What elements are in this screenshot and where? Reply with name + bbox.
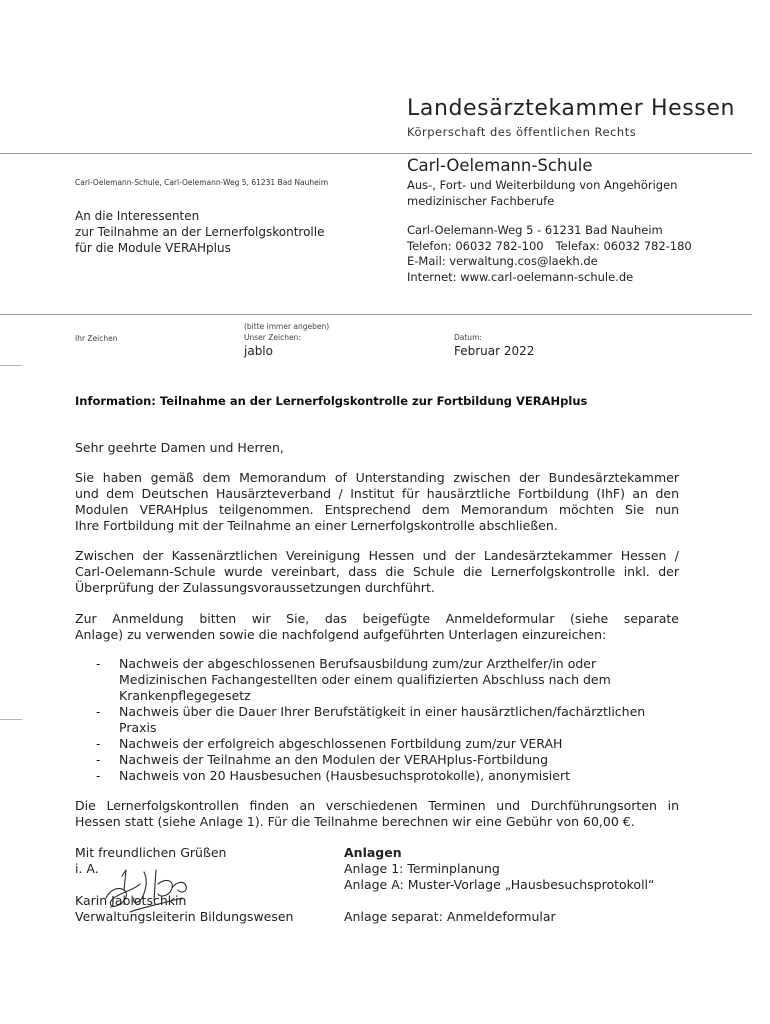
requirements-list: [92, 656, 682, 784]
closing-ia: i. A.: [75, 861, 99, 876]
enclosures-heading: Anlagen: [344, 845, 402, 860]
list-dash: -: [96, 736, 101, 751]
reference-note: (bitte immer angeben): [244, 322, 330, 331]
school-email: E-Mail: verwaltung.cos@laekh.de: [407, 254, 598, 268]
letter-subject: Information: Teilnahme an der Lernerfolgskontrolle zur Fortbildung VERAHplus: [75, 394, 588, 408]
reference-divider: [0, 314, 752, 315]
sender-line: Carl-Oelemann-Schule, Carl-Oelemann-Weg 5, 61231 Bad Nauheim: [75, 178, 329, 187]
signer-title: Verwaltungsleiterin Bildungswesen: [75, 909, 294, 924]
school-name: Carl-Oelemann-Schule: [407, 156, 593, 175]
paragraph-line: Modulen VERAHplus teilgenommen. Entsprechend dem Memorandum möchten Sie nun: [75, 502, 679, 517]
salutation: [75, 440, 679, 456]
list-dash: -: [96, 656, 101, 671]
recipient-line: An die Interessenten: [75, 209, 200, 223]
paragraph-line: Sie haben gemäß dem Memorandum of Unterstanding zwischen der Bundesärztekammer: [75, 470, 679, 485]
paragraph-line: Zwischen der Kassenärztlichen Vereinigung Hessen und der Landesärztekammer Hessen /: [75, 548, 679, 563]
school-desc-line: Aus-, Fort- und Weiterbildung von Angehörigen: [407, 178, 678, 192]
list-item-line: Nachweis der erfolgreich abgeschlossenen Fortbildung zum/zur VERAH: [119, 736, 563, 751]
list-item: [92, 656, 682, 704]
list-dash: -: [96, 704, 101, 719]
paragraph-4: [75, 798, 679, 830]
enclosure-item: Anlage A: Muster-Vorlage „Hausbesuchsprotokoll“: [344, 877, 655, 892]
paragraph-line: Die Lernerfolgskontrollen finden an verschiedenen Terminen und Durchführungsorten in: [75, 798, 679, 813]
header-divider: [0, 153, 752, 154]
list-item: [92, 768, 682, 784]
paragraph-line: Überprüfung der Zulassungsvoraussetzungen durchführt.: [75, 580, 435, 595]
handwritten-signature: [100, 860, 210, 918]
list-item-line: Medizinischen Fachangestellten oder einem qualifizierten Abschluss nach dem: [119, 672, 611, 687]
list-dash: -: [96, 768, 101, 783]
list-item: [92, 736, 682, 752]
fold-mark: [0, 365, 22, 366]
recipient-line: für die Module VERAHplus: [75, 241, 231, 255]
paragraph-line: Ihre Fortbildung mit der Teilnahme an einer Lernerfolgskontrolle abschließen.: [75, 518, 558, 533]
school-fax: Telefax: 06032 782-180: [555, 238, 692, 253]
list-dash: -: [96, 752, 101, 767]
paragraph-line: Carl-Oelemann-Schule wurde vereinbart, dass die Schule die Lernerfolgskontrolle inkl. der: [75, 564, 679, 579]
paragraph-line: Hessen statt (siehe Anlage 1). Für die Teilnahme berechnen wir eine Gebühr von 60,00 €.: [75, 814, 635, 829]
paragraph-3: [75, 611, 679, 643]
list-item-line: Krankenpflegegesetz: [119, 688, 251, 703]
list-item-line: Nachweis der abgeschlossenen Berufsausbildung zum/zur Arzthelfer/in oder: [119, 656, 597, 671]
school-phone-fax: [407, 239, 692, 255]
enclosures-block: [344, 845, 655, 925]
paragraph-line: Zur Anmeldung bitten wir Sie, das beigefügte Anmeldeformular (siehe separate: [75, 611, 679, 626]
org-name: Landesärztekammer Hessen: [407, 96, 736, 121]
unser-zeichen-value: jablo: [244, 344, 273, 358]
paragraph-line: und dem Deutschen Hausärzteverband / Institut für hausärztliche Fortbildung (IhF) an den: [75, 486, 679, 501]
enclosure-item: Anlage 1: Terminplanung: [344, 861, 500, 876]
list-item-line: Praxis: [119, 720, 157, 735]
list-item-line: Nachweis von 20 Hausbesuchen (Hausbesuchsprotokolle), anonymisiert: [119, 768, 570, 783]
school-desc-line: medizinischer Fachberufe: [407, 193, 555, 208]
datum-label: Datum:: [454, 333, 482, 342]
salutation-text: Sehr geehrte Damen und Herren,: [75, 440, 284, 455]
punch-mark: [0, 719, 22, 720]
closing-greeting: Mit freundlichen Grüßen: [75, 845, 227, 860]
org-subtitle: Körperschaft des öffentlichen Rechts: [407, 125, 637, 139]
school-contact-block: [407, 178, 692, 285]
list-item: [92, 704, 682, 736]
enclosure-separate: Anlage separat: Anmeldeformular: [344, 909, 556, 924]
paragraph-line: Anlage) zu verwenden sowie die nachfolgend aufgeführten Unterlagen einzureichen:: [75, 627, 607, 642]
recipient-line: zur Teilnahme an der Lernerfolgskontrolle: [75, 225, 325, 239]
paragraph-1: [75, 470, 679, 534]
recipient-address: [75, 208, 324, 256]
signer-name: Karin Jablotschkin: [75, 893, 187, 908]
ihr-zeichen-label: Ihr Zeichen: [75, 334, 118, 343]
school-phone: Telefon: 06032 782-100: [407, 238, 544, 253]
list-item: [92, 752, 682, 768]
list-item-line: Nachweis über die Dauer Ihrer Berufstätigkeit in einer hausärztlichen/fachärztlichen: [119, 704, 646, 719]
datum-value: Februar 2022: [454, 344, 535, 358]
unser-zeichen-label: Unser Zeichen:: [244, 333, 301, 342]
paragraph-2: [75, 548, 679, 596]
school-internet: Internet: www.carl-oelemann-schule.de: [407, 269, 634, 284]
school-address: Carl-Oelemann-Weg 5 - 61231 Bad Nauheim: [407, 223, 663, 237]
list-item-line: Nachweis der Teilnahme an den Modulen der VERAHplus-Fortbildung: [119, 752, 549, 767]
